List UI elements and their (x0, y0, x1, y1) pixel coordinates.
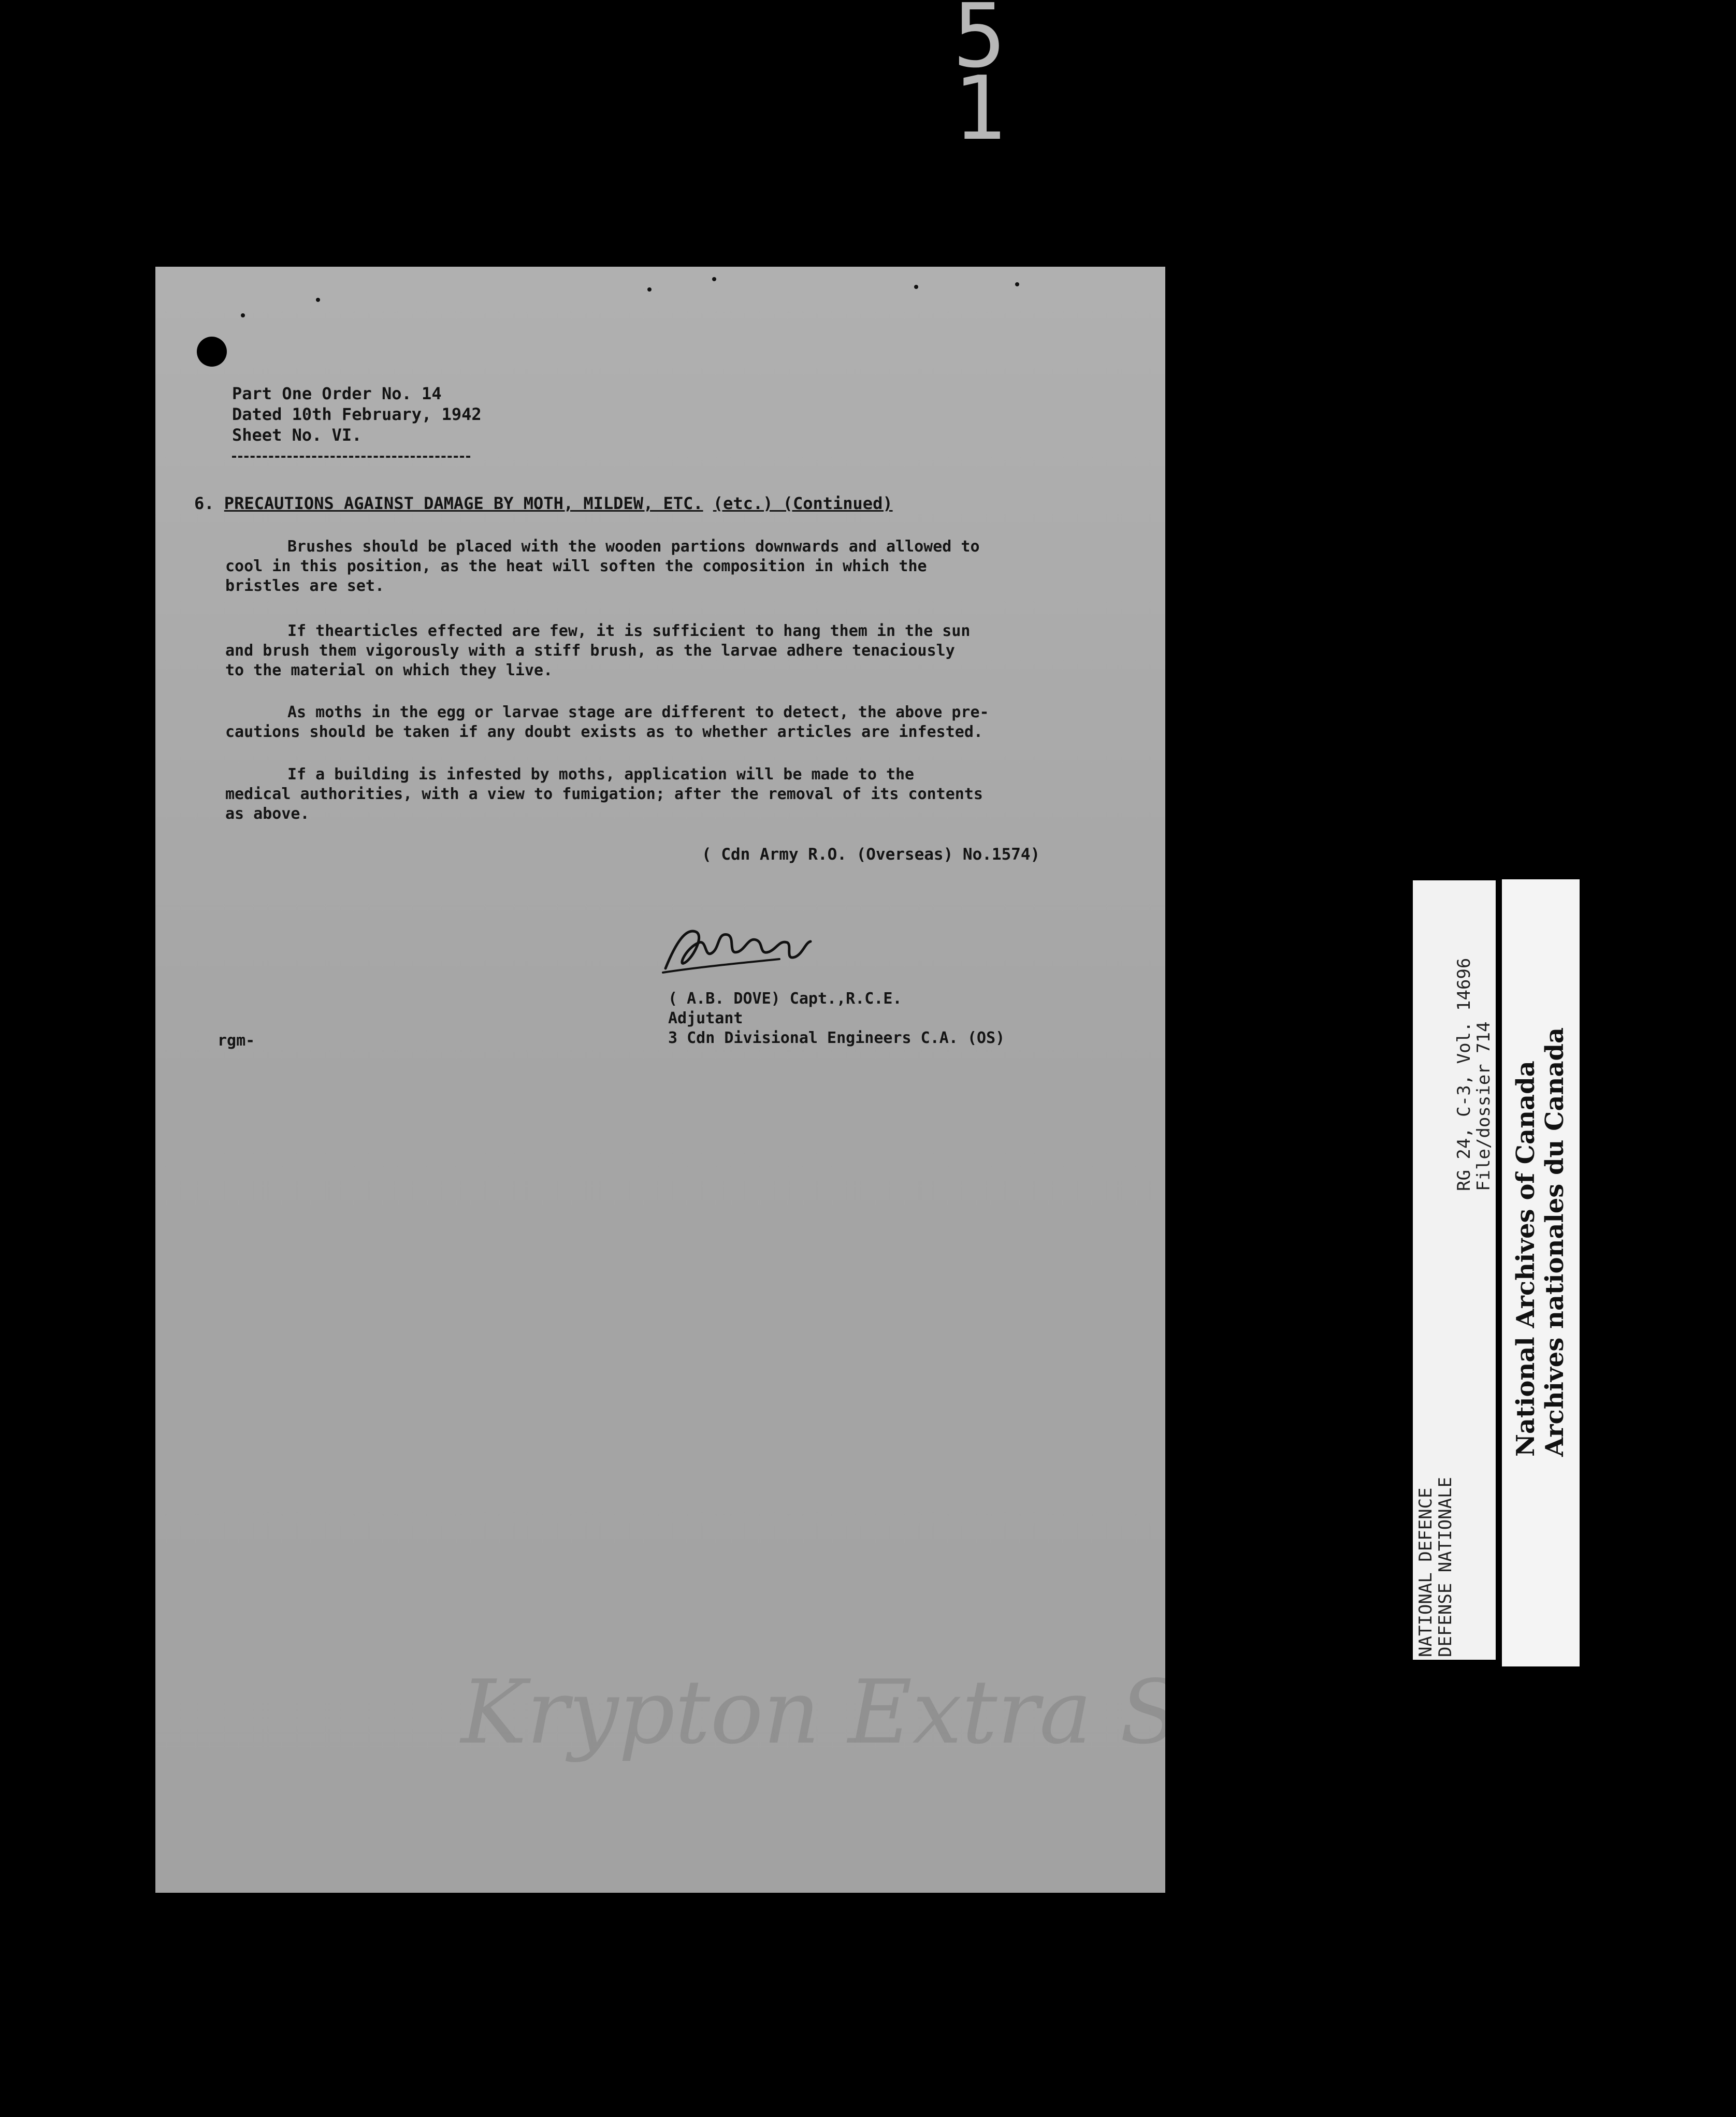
speck (316, 298, 320, 302)
archive-reference-label (1413, 880, 1496, 1660)
routine-order-reference: ( Cdn Army R.O. (Overseas) No.1574) (702, 845, 1040, 864)
frame-number: 5 1 (953, 0, 1027, 160)
order-number-line: Part One Order No. 14 (232, 384, 442, 403)
section-number: 6. (194, 494, 214, 513)
section-heading (194, 493, 893, 514)
paragraph: If thearticles effected are few, it is sufficient to hang them in the sun and brush them vigorously with a stiff brush, as the larvae adhere tenaciously to the material on which they live. (225, 622, 971, 679)
signatory-unit: 3 Cdn Divisional Engineers C.A. (OS) (668, 1029, 1005, 1047)
paragraph: If a building is infested by moths, application will be made to the medical authorities, with a view to fumigation; after the removal of its contents as above. (225, 765, 983, 823)
record-group-reference: RG 24, C-3, Vol. 14696 File/dossier 714 (1454, 958, 1494, 1191)
header-divider (232, 456, 470, 458)
sheet-number-line: Sheet No. VI. (232, 425, 362, 445)
order-date-line: Dated 10th February, 1942 (232, 404, 482, 424)
paragraph: As moths in the egg or larvae stage are different to detect, the above pre- cautions should be taken if any doubt exists as to whether articles are infested. (225, 703, 989, 741)
signatory-title: Adjutant (668, 1009, 743, 1027)
paper-watermark (461, 1660, 1258, 1774)
document-page (155, 267, 1258, 1893)
speck (1015, 282, 1019, 286)
section-title: PRECAUTIONS AGAINST DAMAGE BY MOTH, MILDEW, ETC. (224, 494, 703, 513)
speck (647, 287, 652, 292)
watermark-text: Krypton Extra Str (461, 1661, 1258, 1764)
section-continued: (etc.) (Continued) (713, 494, 893, 513)
speck (712, 277, 716, 281)
institution-name: National Archives of Canada Archives nationales du Canada (1511, 1027, 1569, 1457)
speck (914, 285, 918, 289)
handwritten-signature (655, 911, 821, 979)
order-header (232, 383, 482, 445)
speck (241, 313, 245, 317)
typist-initials: rgm- (218, 1032, 255, 1050)
signature-block (668, 989, 1005, 1048)
archives-institution-label (1502, 879, 1580, 1666)
paragraph: Brushes should be placed with the wooden partions downwards and allowed to cool in this position, as the heat will soften the composition in which the bristles are set. (225, 538, 980, 595)
punch-hole (197, 337, 227, 367)
signatory-name: ( A.B. DOVE) Capt.,R.C.E. (668, 990, 902, 1008)
department-label: NATIONAL DEFENCE DEFENSE NATIONALE (1415, 1477, 1456, 1657)
